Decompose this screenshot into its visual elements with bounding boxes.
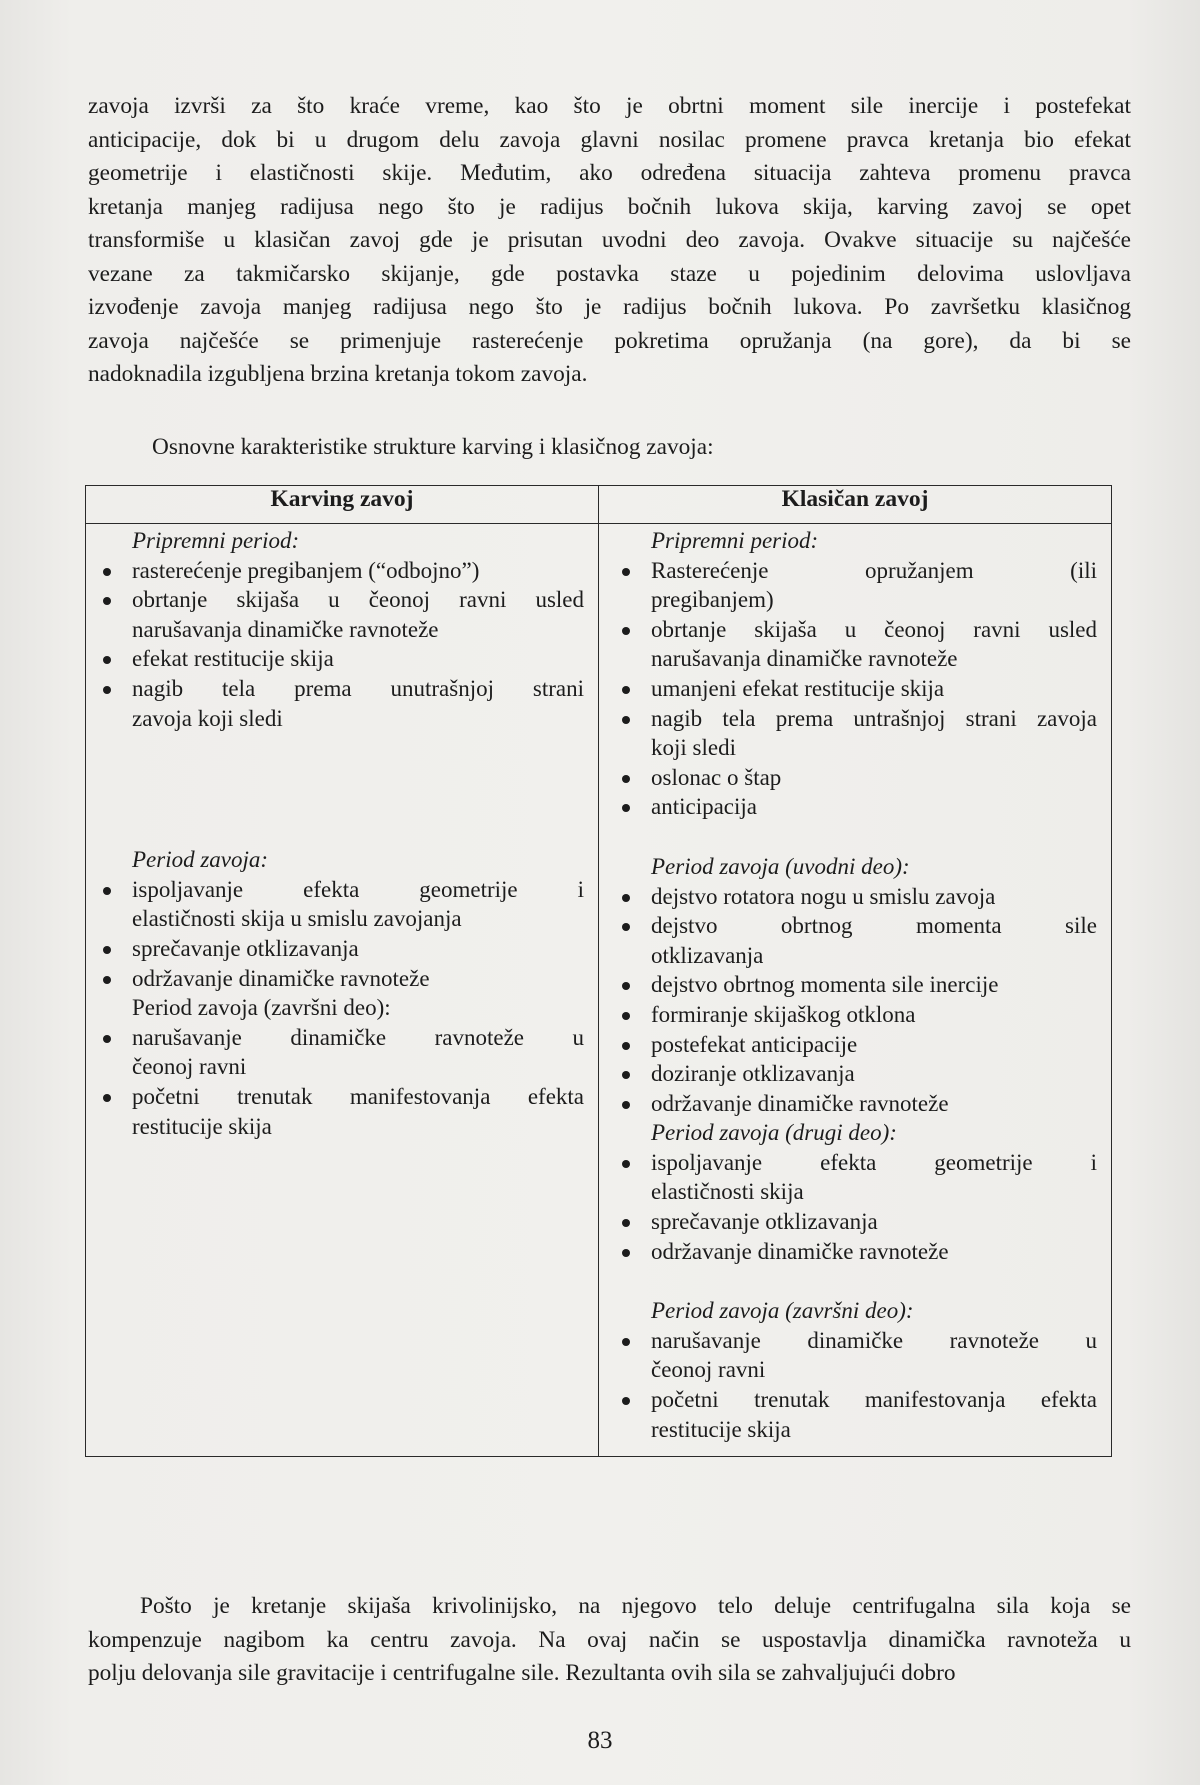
bullet-item — [613, 556, 1097, 615]
section-heading: Pripremni period: — [132, 528, 300, 553]
bullet-text: efekat restitucije skija — [132, 646, 334, 672]
bullet-text: nagib tela prema untrašnjoj strani zavoja — [651, 705, 1097, 731]
paragraph-line: kretanja manjeg radijusa nego što je radijus bočnih lukova skija, karving zavoj se opet — [88, 193, 1131, 220]
bullet-item — [613, 1207, 1097, 1237]
bullet-text: dejstvo rotatora nogu u smislu zavoja — [651, 883, 996, 909]
bullet-text: elastičnosti skija u smislu zavojanja — [132, 906, 462, 932]
bullet-text: elastičnosti skija — [651, 1179, 804, 1205]
bullet-list — [94, 556, 584, 734]
bullet-text: početni trenutak manifestovanja efekta — [132, 1083, 584, 1109]
intro-paragraph — [88, 90, 1131, 392]
bullet-text: narušavanja dinamičke ravnoteže — [651, 646, 958, 672]
bullet-list — [94, 1023, 584, 1141]
bullet-text: zavoja koji sledi — [132, 705, 283, 731]
bullet-item — [613, 1148, 1097, 1207]
bullet-text: doziranje otklizavanja — [651, 1061, 855, 1087]
paragraph-line: vezane za takmičarsko skijanje, gde postavka staze u pojedinim delovima uslovljava — [88, 260, 1131, 287]
bullet-item — [613, 1237, 1097, 1267]
bullet-text: anticipacija — [651, 794, 757, 820]
paragraph-line: polju delovanja sile gravitacije i centrifugalne sile. Rezultanta ovih sila se zahvaljujući dobro — [88, 1660, 956, 1686]
bullet-text: narušavanje dinamičke ravnoteže u — [651, 1327, 1097, 1353]
page-number: 83 — [587, 1727, 613, 1754]
bullet-item — [613, 1000, 1097, 1030]
bullet-item — [613, 1030, 1097, 1060]
bullet-item — [613, 882, 1097, 912]
bullet-text: formiranje skijaškog otklona — [651, 1001, 916, 1027]
bullet-text: dejstvo obrtnog momenta sile inercije — [651, 972, 999, 998]
section-heading: Period zavoja (završni deo): — [651, 1298, 914, 1324]
section-heading: Period zavoja (uvodni deo): — [651, 853, 910, 879]
bullet-text: sprečavanje otklizavanja — [132, 935, 359, 961]
bullet-text: umanjeni efekat restitucije skija — [651, 675, 945, 701]
section-heading: Pripremni period: — [651, 528, 819, 553]
bullet-item — [94, 1082, 584, 1141]
bullet-text: otklizavanja — [651, 942, 764, 968]
bullet-item — [613, 1385, 1097, 1444]
bullet-text: dejstvo obrtnog momenta sile — [651, 913, 1097, 939]
bullet-item — [613, 763, 1097, 793]
bullet-text: oslonac o štap — [651, 764, 782, 790]
paragraph-line: izvođenje zavoja manjeg radijusa nego što je radijus bočnih lukova. Po završetku klasičnog — [88, 294, 1131, 320]
bullet-item — [94, 644, 584, 674]
bullet-item — [613, 1326, 1097, 1385]
bullet-text: održavanje dinamičke ravnoteže — [651, 1090, 949, 1116]
bullet-text: narušavanje dinamičke ravnoteže u — [132, 1024, 584, 1050]
bullet-text: nagib tela prema unutrašnjoj strani — [132, 675, 584, 701]
paragraph-line: geometrije i elastičnosti skije. Međutim, ako određena situacija zahteva promenu pravca — [88, 160, 1131, 186]
paragraph-line: nadoknadila izgubljena brzina kretanja tokom zavoja. — [88, 361, 588, 387]
bullet-text: sprečavanje otklizavanja — [651, 1209, 878, 1235]
bullet-item — [94, 934, 584, 964]
bullet-item — [613, 792, 1097, 822]
bullet-text: restitucije skija — [132, 1113, 272, 1139]
section-heading: Period zavoja (završni deo): — [132, 995, 391, 1021]
header-klasican: Klasičan zavoj — [599, 486, 1112, 524]
paragraph-line: anticipacije, dok bi u drugom delu zavoja glavni nosilac promene pravca kretanja bio efekat — [88, 126, 1131, 153]
karving-column — [86, 524, 599, 1457]
bullet-item — [613, 911, 1097, 970]
section-heading: Period zavoja (drugi deo): — [651, 1120, 897, 1146]
bullet-item — [613, 1089, 1097, 1119]
bullet-item — [94, 964, 584, 994]
bullet-text: narušavanja dinamičke ravnoteže — [132, 616, 439, 642]
paragraph-line: zavoja najčešće se primenjuje rasterećenje pokretima opružanja (na gore), da bi se — [88, 327, 1131, 354]
bullet-item — [94, 674, 584, 733]
table-caption: Osnovne karakteristike strukture karving i klasičnog zavoja: — [152, 434, 714, 460]
bullet-item — [613, 674, 1097, 704]
bullet-text: ispoljavanje efekta geometrije i — [132, 876, 584, 902]
paragraph-line: kompenzuje nagibom ka centru zavoja. Na ovaj način se uspostavlja dinamička ravnoteža u — [88, 1626, 1131, 1653]
bullet-text: čeonoj ravni — [651, 1357, 766, 1383]
bullet-text: postefekat anticipacije — [651, 1031, 858, 1057]
bullet-text: obrtanje skijaša u čeonoj ravni usled — [132, 587, 584, 613]
bullet-text: obrtanje skijaša u čeonoj ravni usled — [651, 616, 1097, 642]
paragraph-line: Pošto je kretanje skijaša krivolinijsko, na njegovo telo deluje centrifugalna sila koja se — [140, 1593, 1131, 1619]
bullet-item — [613, 615, 1097, 674]
bullet-item — [94, 556, 584, 586]
bullet-item — [613, 704, 1097, 763]
klasican-column — [599, 524, 1112, 1457]
bullet-text: koji sledi — [651, 735, 736, 761]
bullet-text: Rasterećenje opružanjem (ili — [651, 557, 1097, 583]
header-karving: Karving zavoj — [86, 486, 599, 524]
comparison-table — [85, 485, 1112, 1457]
bullet-list — [613, 1326, 1097, 1444]
bullet-list — [613, 1148, 1097, 1266]
paragraph-line: zavoja izvrši za što kraće vreme, kao što je obrtni moment sile inercije i postefekat — [88, 93, 1131, 119]
bullet-text: rasterećenje pregibanjem (“odbojno”) — [132, 557, 480, 583]
bullet-text: održavanje dinamičke ravnoteže — [132, 965, 430, 991]
bullet-list — [94, 875, 584, 993]
bullet-item — [613, 1059, 1097, 1089]
bullet-list — [613, 556, 1097, 822]
bullet-item — [94, 875, 584, 934]
bullet-text: održavanje dinamičke ravnoteže — [651, 1238, 949, 1264]
bullet-list — [613, 882, 1097, 1119]
closing-paragraph — [88, 1590, 1131, 1691]
bullet-text: restitucije skija — [651, 1416, 791, 1442]
bullet-item — [613, 970, 1097, 1000]
bullet-text: ispoljavanje efekta geometrije i — [651, 1149, 1097, 1175]
bullet-item — [94, 585, 584, 644]
bullet-item — [94, 1023, 584, 1082]
section-heading: Period zavoja: — [132, 847, 269, 873]
bullet-text: početni trenutak manifestovanja efekta — [651, 1387, 1097, 1413]
paragraph-line: transformiše u klasičan zavoj gde je prisutan uvodni deo zavoja. Ovakve situacije su najčešće — [88, 227, 1131, 253]
bullet-text: pregibanjem) — [651, 587, 774, 613]
bullet-text: čeonoj ravni — [132, 1054, 247, 1080]
